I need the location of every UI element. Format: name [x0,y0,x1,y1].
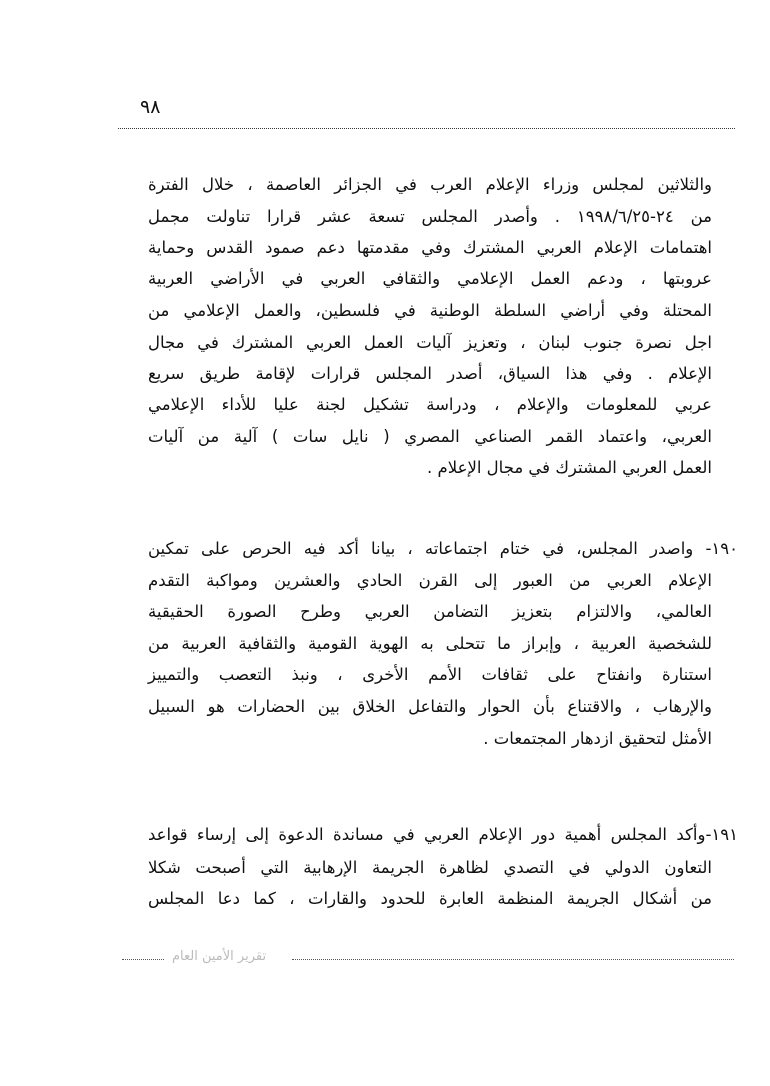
paragraph-line: اهتمامات الإعلام العربي المشترك وفي مقدمتها دعم صمود القدس وحماية [148,238,712,257]
page-number: ٩٨ [140,96,161,118]
paragraph-line: والثلاثين لمجلس وزراء الإعلام العرب في الجزائر العاصمة ، خلال الفترة [148,175,712,194]
footer [122,949,734,966]
paragraph-line: المحتلة وفي أراضي السلطة الوطنية في فلسطين، والعمل الإعلامي من [148,301,712,320]
footer-divider-right [292,959,734,960]
paragraph-line: الإعلام . وفي هذا السياق، أصدر المجلس قرارات لإقامة طريق سريع [148,364,712,383]
header-divider [118,128,735,129]
paragraph-line: والإرهاب ، والاقتناع بأن الحوار والتفاعل الخلاق بين الحضارات هو السبيل [148,697,712,716]
paragraph-line: للشخصية العربية ، وإبراز ما تتحلى به الهوية القومية والثقافية العربية من [148,634,712,653]
paragraph-line: ١٩٠- واصدر المجلس، في ختام اجتماعاته ، بيانا أكد فيه الحرص على تمكين [148,539,738,558]
paragraph-line: العربي، واعتماد القمر الصناعي المصري ( نايل سات ) آلية من آليات [148,427,712,446]
paragraph-line: عربي للمعلومات والإعلام ، ودراسة تشكيل لجنة عليا للأداء الإعلامي [148,395,712,414]
paragraph-line: من أشكال الجريمة المنظمة العابرة للحدود والقارات ، كما دعا المجلس [148,889,712,908]
paragraph-line: من ٢٤-١٩٩٨/٦/٢٥ . وأصدر المجلس تسعة عشر قرارا تناولت مجمل [148,207,712,226]
paragraph-line: الإعلام العربي من العبور إلى القرن الحادي والعشرين ومواكبة التقدم [148,571,712,590]
paragraph-line: استنارة وانفتاح على ثقافات الأمم الأخرى ، ونبذ التعصب والتمييز [148,665,712,684]
footer-running-title: تقرير الأمين العام [172,949,267,964]
paragraph-line: اجل نصرة جنوب لبنان ، وتعزيز آليات العمل العربي المشترك في مجال [148,333,712,352]
paragraph-line: عروبتها ، ودعم العمل الإعلامي والثقافي العربي في الأراضي العربية [148,269,712,288]
paragraph-line: العالمي، والالتزام بتعزيز التضامن العربي وطرح الصورة الحقيقية [148,602,712,621]
paragraph-line: العمل العربي المشترك في مجال الإعلام . [427,458,712,477]
paragraph-line: الأمثل لتحقيق ازدهار المجتمعات . [483,729,712,748]
paragraph-line: ١٩١-وأكد المجلس أهمية دور الإعلام العربي في مساندة الدعوة إلى إرساء قواعد [148,825,738,844]
paragraph-line: التعاون الدولي في التصدي لظاهرة الجريمة الإرهابية التي أصبحت شكلا [148,858,712,877]
footer-divider-left [122,959,164,960]
